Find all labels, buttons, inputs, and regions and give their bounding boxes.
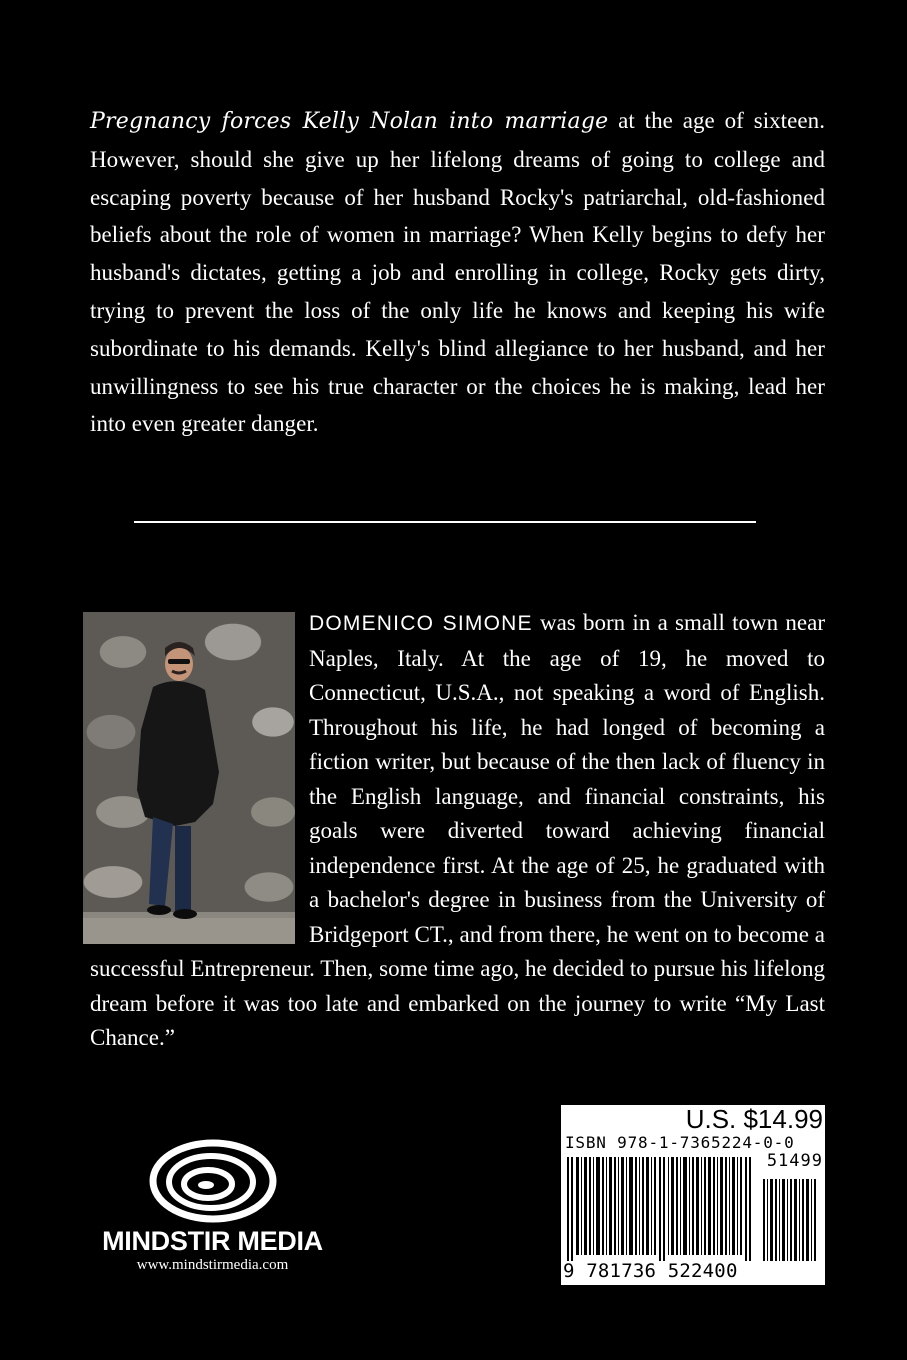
publisher-name: MINDSTIR MEDIA	[102, 1226, 323, 1256]
blurb-lead: Pregnancy forces Kelly Nolan into marriage	[90, 109, 609, 134]
ean-digits: 9 781736 522400	[563, 1260, 738, 1282]
bio-text: was born in a small town near Naples, Italy. At the age of 19, he moved to Connecticut, U.S.A., not speaking a word of English. Throughout his life, he had longed of becoming a fiction writer, but because of the then lack of fluency in the English language, and financial constraints, his goals were diverted toward achieving financial independence first. At the age of 25, he graduated with a bachelor's degree in business from the University of Bridgeport CT., and from there, he went on to become a successful Entrepreneur. Then, some time ago, he decided to pursue his lifelong dream before it was too late and embarked on the journey to write “My Last Chance.”	[90, 610, 825, 1050]
section-divider	[134, 521, 756, 523]
back-cover-footer	[0, 1100, 907, 1360]
author-name: DOMENICO SIMONE	[309, 612, 533, 635]
barcode-bars-icon	[565, 1157, 821, 1261]
isbn-label: ISBN 978-1-7365224-0-0	[565, 1133, 795, 1152]
blurb-text: at the age of sixteen. However, should she give up her lifelong dreams of going to college and escaping poverty because of her husband Rocky's patriarchal, old-fashioned beliefs about the role of women in marriage? When Kelly begins to defy her husband's dictates, getting a job and enrolling in college, Rocky gets dirty, trying to prevent the loss of the only life he knows and keeping his wife subordinate to his demands. Kelly's blind allegiance to her husband, and her unwillingness to see his true character or the choices he is making, lead her into even greater danger.	[90, 108, 825, 437]
price-label: U.S. $14.99	[685, 1104, 823, 1134]
author-photo-figure	[83, 612, 295, 944]
publisher-url: www.mindstirmedia.com	[136, 1257, 289, 1273]
addon-number: 51499	[766, 1151, 823, 1171]
publisher-logo	[100, 1138, 325, 1274]
author-bio	[90, 606, 825, 1056]
isbn-barcode	[561, 1105, 825, 1285]
book-blurb	[90, 102, 825, 443]
spiral-icon	[148, 1138, 278, 1224]
author-photo	[83, 612, 295, 944]
